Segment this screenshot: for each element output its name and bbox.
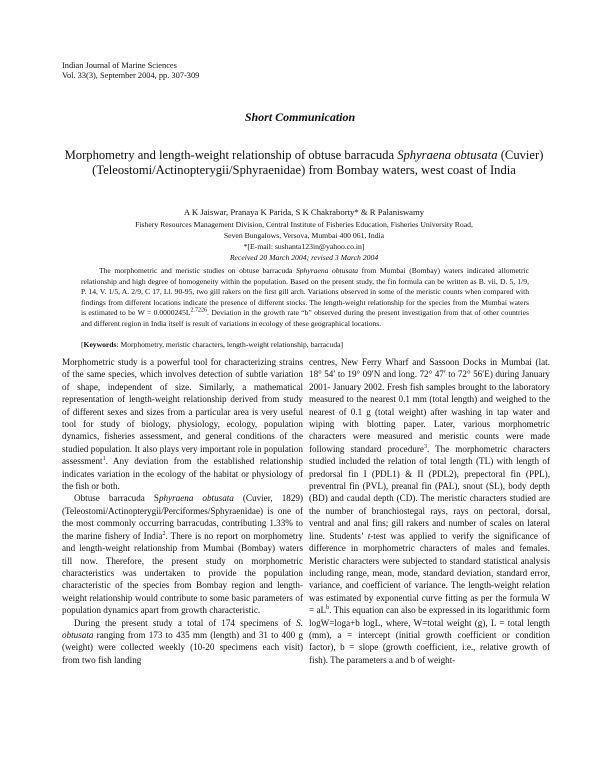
right-p1-b: . The morphometric characters studied included the relation of total length (TL) with length of predorsal fin I (PDL1) & II (PDL2), prepectoral fin (PPL), preventral fin (PVL), preanal fin (PAL), snout (SL), body depth (BD) and caudal depth (CD). The meristic characters studied are the number of branchiostegal rays, rays on pectoral, dorsal, ventral and anal fins; gill rakers and number of scales on lateral line. Students’: [309, 443, 550, 541]
left-p2-a: Obtuse barracuda S: [74, 493, 159, 504]
abstract: [81, 266, 529, 330]
abstract-part-a: The morphometric and meristic studies on obtuse barracuda: [99, 266, 296, 275]
left-p2-c: . There is no report on morphometry and length-weight relationship from Mumbai (Bombay) waters till now. Therefore, the present study on morphometric characteristics was undertaken to provide the population characteristic of the species from Bombay region and length-weight relationship would contribute to some basic parameters of population dynamics apart from growth characteristic.: [62, 530, 304, 616]
right-p1-d: . This equation can also be expressed in its logarithmic form logW=loga+b logL, where, W=total weight (g), L = total length (mm), a = intercept (initial growth coefficient or condition factor), b = slope (growth coefficient, i.e., relative growth of fish). The parameters a and b of weight-: [309, 605, 550, 665]
right-paragraph-1: [309, 356, 550, 666]
left-p1-end: . Any deviation from the established relationship indicates variation in the ecology of the habitat or physiology of the fish or both.: [62, 456, 303, 492]
right-p1-c: -test was applied to verify the significance of difference in morphometric characters of males and females. Meristic characters were subjected to standard statistical analysis including range, mean, mode, standard deviation, standard error, variance, and coefficient of variance. The length-weight relation was estimated by exponential curve fitting as per the formula W = aL: [309, 530, 550, 616]
left-paragraph-2: [62, 492, 303, 616]
keywords: [Keywords: Morphometry, meristic characters, length-weight relationship, barracuda]: [81, 340, 344, 349]
left-p3-species: S. obtusata: [62, 617, 303, 640]
reference-2: 2: [162, 530, 166, 537]
section-label: Short Communication: [244, 110, 356, 124]
left-column: [62, 356, 303, 666]
paper-title: [60, 148, 548, 178]
abstract-part-c: . Deviation in the growth rate “b” observed during the present investigation from that of other countries and different region in India itself is result of variations in ecology of these geographical locations.: [81, 308, 529, 328]
received-dates: Received 20 March 2004; revised 3 March 2004: [229, 253, 379, 262]
authors: A K Jaiswar, Pranaya K Parida, S K Chakraborty* & R Palaniswamy: [183, 207, 425, 217]
title-part-2: (Cuvier) (Teleostomi/Actinopterygii/Sphyraenidae) from Bombay waters, west coast of India: [92, 148, 544, 177]
right-p1-a: centres, New Ferry Wharf and Sassoon Docks in Mumbai (lat. 18° 54′ to 19° 09′N and long. 72° 47′ to 72° 56′E) during January 2001- January 2002. Fresh fish samples brought to the laboratory measured to the nearest 0.1 mm (total length) and weighed to the nearest of 0.1 g (total weight) after washing in tap water and wiping with blotting paper. Later, various morphometric characters were measured and meristic counts were made following standard procedure: [309, 357, 550, 454]
left-p3-a: During the present study a total of 174 specimens of: [74, 617, 297, 628]
affiliation-line-2: Seven Bungalows, Versova, Mumbai 400 061, India: [223, 231, 385, 241]
title-species: Sphyraena obtusata: [397, 148, 498, 162]
affiliation: [60, 219, 548, 253]
left-paragraph-3: [62, 617, 303, 667]
journal-name: Indian Journal of Marine Sciences: [62, 61, 177, 70]
left-p2-b: (Cuvier, 1829) (Teleostomi/Actinopterygii/Perciformes/Sphyraenidae) is one of the most commonly occurring barracudas, contributing 1.33% to the marine fishery of India: [62, 493, 303, 541]
formula-exponent: b: [326, 605, 330, 612]
left-p2-species: phyraena obtusata: [158, 493, 234, 504]
left-p3-b: ranging from 173 to 435 mm (length) and 31 to 400 g (weight) were collected weekly (10-20 specimens each visit) from two fish landing: [62, 629, 303, 665]
keywords-text: : Morphometry, meristic characters, length-weight relationship, barracuda]: [116, 340, 344, 349]
left-paragraph-1: [62, 356, 303, 492]
keywords-label: Keywords: [83, 340, 117, 349]
journal-volume: Vol. 33(3), September 2004, pp. 307-309: [62, 71, 200, 80]
abstract-part-b: from Mumbai (Bombay) waters indicated allometric relationship and high degree of homogeneity within the population. Based on the present study, the fin formula can be written as B. vii, D. 5, 1/9, P. 14, V. 1/5, A. 2/9, C 17, Ll. 90-95, two gill rakers on the first gill arch. Variations observed in some of the meristic counts when compared with findings from different locations indicate the presence of different stocks. The length-weight relationship for the species from the Mumbai waters is estimated to be W = 0.0000245L: [81, 266, 529, 318]
reference-1: 1: [102, 456, 106, 463]
right-p1-t: t: [367, 530, 371, 541]
right-column: [309, 356, 550, 666]
affiliation-line-1: Fishery Resources Management Division, Central Institute of Fisheries Education, Fisheries University Road,: [135, 220, 473, 229]
title-part-1: Morphometry and length-weight relationship of obtuse barracuda: [64, 148, 398, 162]
affiliation-email: *[E-mail: sushanta123in@yahoo.co.in]: [243, 242, 365, 252]
abstract-exponent: 2.7226: [190, 307, 208, 314]
left-p1-text: Morphometric study is a powerful tool for characterizing strains of the same species, which involves detection of subtle variation of shape, independent of size. Similarly, a mathematical representation of length-weight relationship derived from study of different sexes and sizes from a particular area is very useful tool for study of biology, physiology, ecology, population dynamics, fisheries assessment, and general conditions of the studied population. It also plays very important role in population assessment: [62, 357, 303, 467]
abstract-species: Sphyraena obtusata: [295, 266, 359, 275]
reference-3: 3: [423, 443, 427, 450]
journal-header: [62, 61, 199, 81]
